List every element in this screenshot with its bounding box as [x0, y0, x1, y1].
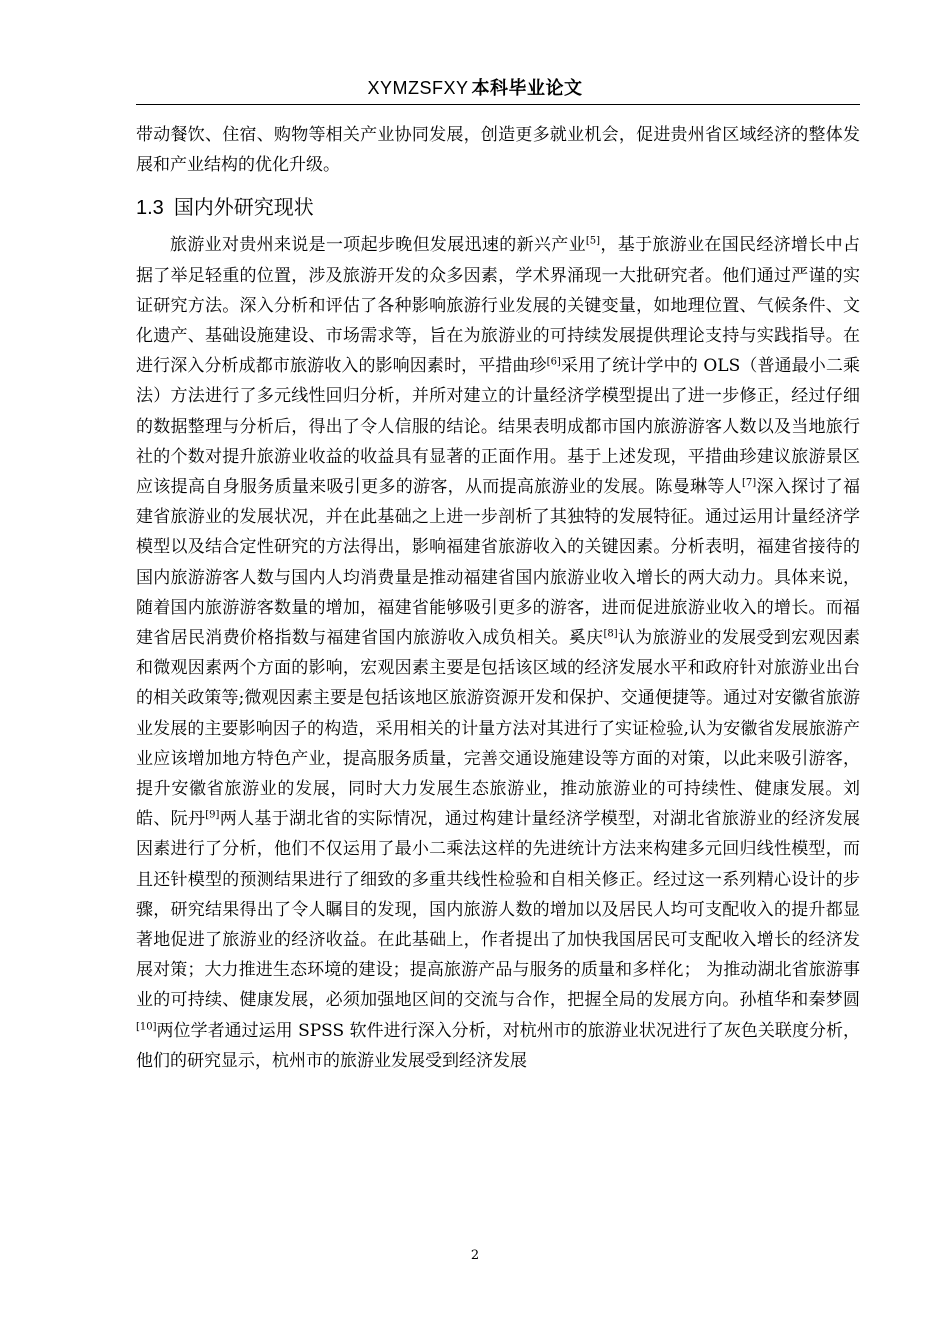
- header-rule: [136, 104, 860, 105]
- text-segment: 两位学者通过运用 SPSS 软件进行深入分析，对杭州市的旅游业状况进行了灰色关联度分析，他们的研究显示，杭州市的旅游业发展受到经济发展: [136, 1020, 860, 1071]
- text-segment: 深入探讨了福建省旅游业的发展状况，并在此基础之上进一步剖析了其独特的发展特征。通过运用计量经济学模型以及结合定性研究的方法得出，影响福建省旅游收入的关键因素。分析表明，福建省接待的国内旅游游客人数与国内人均消费量是推动福建省国内旅游业收入增长的两大动力。具体来说，随着国内旅游游客数量的增加，福建省能够吸引更多的游客，进而促进旅游业收入的增长。而福建省居民消费价格指数与福建省国内旅游收入成负相关。奚庆: [136, 477, 861, 649]
- section-title: 国内外研究现状: [173, 195, 314, 220]
- text-segment: 采用了统计学中的 OLS（普通最小二乘法）方法进行了多元线性回归分析，并所对建立的计量经济学模型提出了进一步修正，经过仔细的数据整理与分析后，得出了令人信服的结论。结果表明成都市国内旅游游客人数以及当地旅行社的个数对提升旅游业收益的收益具有显著的正面作用。基于上述发现，平措曲珍建议旅游景区应该提高自身服务质量来吸引更多的游客，从而提高旅游业的发展。陈曼琳等人: [136, 356, 861, 498]
- text-segment: 认为旅游业的发展受到宏观因素和微观因素两个方面的影响，宏观因素主要是包括该区域的经济发展水平和政府针对旅游业出台的相关政策等;微观因素主要是包括该地区旅游资源开发和保护、交通便捷等。通过对安徽省旅游业发展的主要影响因子的构造，采用相关的计量方法对其进行了实证检验,认为安徽省发展旅游产业应该增加地方特色产业，提高服务质量，完善交通设施建设等方面的对策，以此来吸引游客，提升安徽省旅游业的发展，同时大力发展生态旅游业，推动旅游业的可持续性、健康发展。刘皓、阮丹: [136, 628, 861, 830]
- citation-5: [5]: [585, 235, 601, 247]
- text-segment: ，基于旅游业在国民经济增长中占据了举足轻重的位置，涉及旅游开发的众多因素，学术界涌现一大批研究者。他们通过严谨的实证研究方法。深入分析和评估了各种影响旅游行业发展的关键变量，如地理位置、气候条件、文化遗产、基础设施建设、市场需求等，旨在为旅游业的可持续发展提供理论支持与实践指导。在进行深入分析成都市旅游收入的影响因素时，平措曲珍: [136, 235, 861, 377]
- main-paragraph: [136, 230, 860, 1076]
- intro-paragraph: 带动餐饮、住宿、购物等相关产业协同发展，创造更多就业机会，促进贵州省区域经济的整体发展和产业结构的优化升级。: [136, 125, 860, 176]
- page-header: [0, 76, 950, 101]
- page-number: 2: [470, 1248, 480, 1263]
- header-code: XYMZSFXY: [367, 78, 469, 98]
- document-body: [136, 120, 860, 1076]
- citation-9: [9]: [205, 809, 220, 821]
- citation-8: [8]: [603, 628, 618, 640]
- citation-10: [10]: [136, 1021, 157, 1033]
- citation-6: [6]: [546, 356, 561, 368]
- text-segment: 两人基于湖北省的实际情况，通过构建计量经济学模型，对湖北省旅游业的经济发展因素进行了分析，他们不仅运用了最小二乘法这样的先进统计方法来构建多元回归线性模型，而且还针模型的预测结果进行了细致的多重共线性检验和自相关修正。经过这一系列精心设计的步骤，研究结果得出了令人瞩目的发现，国内旅游人数的增加以及居民人均可支配收入的提升都显著地促进了旅游业的经济收益。在此基础上，作者提出了加快我国居民可支配收入增长的经济发展对策；大力推进生态环境的建设；提高旅游产品与服务的质量和多样化； 为推动湖北省旅游事业的可持续、健康发展，必须加强地区间的交流与合作，把握全局的发展方向。孙植华和秦梦圆: [136, 809, 861, 1011]
- section-number: 1.3: [136, 197, 164, 220]
- section-heading: [136, 189, 860, 226]
- header-label: 本科毕业论文: [471, 78, 583, 99]
- text-segment: 旅游业对贵州来说是一项起步晚但发展迅速的新兴产业: [170, 235, 586, 256]
- citation-7: [7]: [741, 477, 757, 489]
